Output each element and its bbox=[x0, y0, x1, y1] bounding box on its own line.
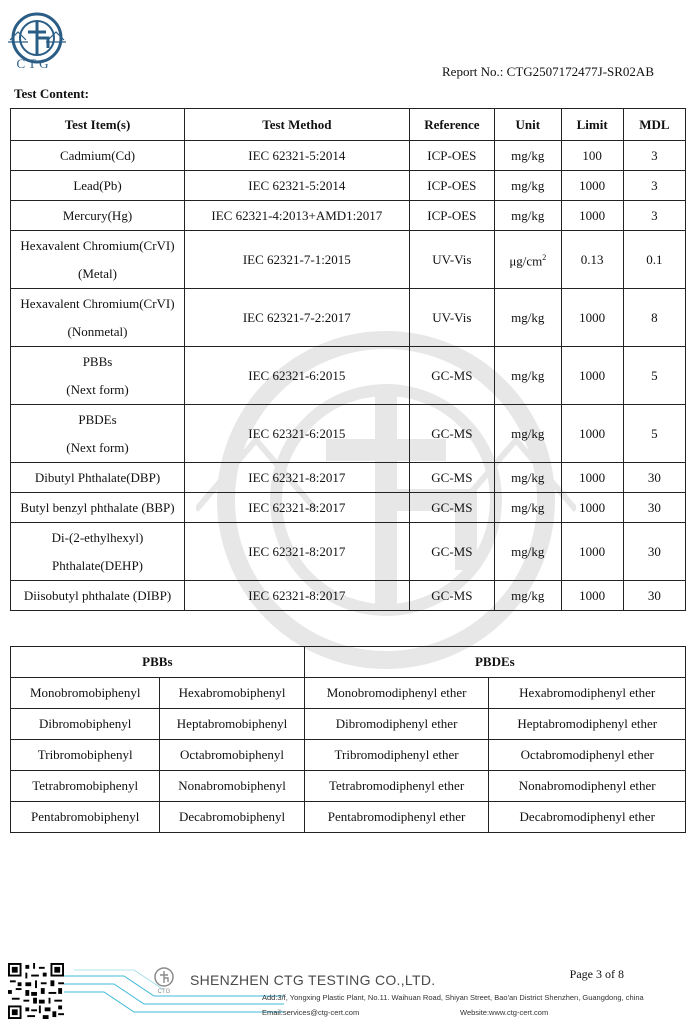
test-method-cell bbox=[185, 523, 410, 581]
unit-cell bbox=[495, 523, 561, 581]
compound-cell: Monobromodiphenyl ether bbox=[304, 678, 489, 709]
limit-cell-text: 1000 bbox=[579, 469, 606, 485]
table-row bbox=[11, 709, 686, 740]
table-row bbox=[11, 141, 686, 171]
header-limit: Limit bbox=[561, 109, 623, 141]
test-method-cell-text: IEC 62321-7-2:2017 bbox=[242, 309, 351, 325]
test-method-cell bbox=[185, 463, 410, 493]
compound-cell: Hexabromodiphenyl ether bbox=[489, 678, 686, 709]
compound-cell: Nonabromobiphenyl bbox=[160, 771, 304, 802]
test-item-cell-text: Lead(Pb) bbox=[73, 177, 122, 193]
limit-cell bbox=[561, 289, 623, 347]
limit-cell bbox=[561, 347, 623, 405]
test-method-cell bbox=[185, 493, 410, 523]
unit-cell bbox=[495, 231, 561, 289]
table-row bbox=[11, 802, 686, 833]
test-item-cell bbox=[11, 523, 185, 581]
unit-cell bbox=[495, 405, 561, 463]
unit-cell-text: mg/kg bbox=[511, 469, 545, 485]
limit-cell-text: 1000 bbox=[579, 367, 606, 383]
mdl-cell-text: 3 bbox=[651, 207, 658, 223]
unit-cell bbox=[495, 171, 561, 201]
test-method-cell bbox=[185, 581, 410, 611]
section-title: Test Content: bbox=[14, 86, 89, 101]
test-item-cell-text: Hexavalent Chromium(CrVI) bbox=[20, 237, 175, 253]
footer-logo-text: CTG bbox=[157, 989, 171, 994]
unit-cell-text: mg/kg bbox=[511, 309, 545, 325]
mdl-cell-text: 3 bbox=[651, 147, 658, 163]
test-item-cell-text: Mercury(Hg) bbox=[62, 207, 133, 223]
compound-cell: Monobromobiphenyl bbox=[11, 678, 160, 709]
mdl-cell bbox=[623, 201, 685, 231]
test-item-cell-text: Butyl benzyl phthalate (BBP) bbox=[20, 499, 175, 515]
company-website: Website:www.ctg-cert.com bbox=[460, 1008, 549, 1017]
compound-cell: Heptabromodiphenyl ether bbox=[489, 709, 686, 740]
test-item-cell bbox=[11, 463, 185, 493]
unit-cell-text: mg/kg bbox=[511, 587, 545, 603]
test-method-cell-text: IEC 62321-5:2014 bbox=[248, 147, 346, 163]
unit-cell-text: mg/kg bbox=[511, 207, 545, 223]
unit-cell bbox=[495, 347, 561, 405]
limit-cell-text: 1000 bbox=[579, 587, 606, 603]
unit-cell-text: mg/kg bbox=[511, 367, 545, 383]
limit-cell-text: 1000 bbox=[579, 543, 606, 559]
compound-cell: Tribromobiphenyl bbox=[11, 740, 160, 771]
unit-cell bbox=[495, 201, 561, 231]
mdl-cell-text: 8 bbox=[651, 309, 658, 325]
limit-cell bbox=[561, 231, 623, 289]
unit-cell-text: mg/kg bbox=[511, 499, 545, 515]
limit-cell-text: 1000 bbox=[579, 499, 606, 515]
mdl-cell bbox=[623, 523, 685, 581]
test-item-cell-text: Dibutyl Phthalate(DBP) bbox=[34, 469, 161, 485]
compound-cell: Decabromobiphenyl bbox=[160, 802, 304, 833]
compound-cell: Octabromobiphenyl bbox=[160, 740, 304, 771]
table-row bbox=[11, 493, 686, 523]
reference-cell bbox=[409, 289, 494, 347]
test-item-cell bbox=[11, 141, 185, 171]
mdl-cell bbox=[623, 347, 685, 405]
limit-cell bbox=[561, 581, 623, 611]
test-item-cell-subtext: (Next form) bbox=[66, 439, 129, 455]
company-name: SHENZHEN CTG TESTING CO.,LTD. bbox=[190, 972, 436, 988]
mdl-cell bbox=[623, 231, 685, 289]
compound-cell: Pentabromobiphenyl bbox=[11, 802, 160, 833]
compound-cell: Nonabromodiphenyl ether bbox=[489, 771, 686, 802]
test-item-cell-text: Cadmium(Cd) bbox=[59, 147, 136, 163]
reference-cell-text: GC-MS bbox=[431, 367, 473, 383]
limit-cell-text: 1000 bbox=[579, 309, 606, 325]
limit-cell-text: 1000 bbox=[579, 207, 606, 223]
test-item-cell bbox=[11, 581, 185, 611]
table-row bbox=[11, 201, 686, 231]
mdl-cell-text: 5 bbox=[651, 367, 658, 383]
unit-cell-text: mg/kg bbox=[511, 543, 545, 559]
table-header-row bbox=[11, 647, 686, 678]
test-item-cell-subtext: Phthalate(DEHP) bbox=[52, 557, 143, 573]
header-unit: Unit bbox=[495, 109, 561, 141]
table-row bbox=[11, 523, 686, 581]
compound-cell: Dibromobiphenyl bbox=[11, 709, 160, 740]
limit-cell-text: 0.13 bbox=[580, 251, 604, 267]
table-header-row bbox=[11, 109, 686, 141]
mdl-cell-text: 30 bbox=[647, 469, 661, 485]
footer-ctg-logo-icon bbox=[150, 966, 178, 994]
reference-cell-text: ICP-OES bbox=[427, 147, 477, 163]
reference-cell bbox=[409, 493, 494, 523]
test-item-cell-subtext: (Nonmetal) bbox=[67, 323, 128, 339]
test-item-cell-text: PBBs bbox=[82, 353, 113, 369]
reference-cell bbox=[409, 141, 494, 171]
limit-cell-text: 1000 bbox=[579, 425, 606, 441]
test-item-cell bbox=[11, 171, 185, 201]
unit-cell bbox=[495, 493, 561, 523]
limit-cell bbox=[561, 201, 623, 231]
mdl-cell bbox=[623, 289, 685, 347]
test-method-cell-text: IEC 62321-5:2014 bbox=[248, 177, 346, 193]
test-item-cell-text: Diisobutyl phthalate (DIBP) bbox=[23, 587, 172, 603]
mdl-cell-text: 0.1 bbox=[646, 251, 663, 267]
limit-cell bbox=[561, 523, 623, 581]
test-content-table bbox=[10, 108, 686, 611]
test-item-cell bbox=[11, 201, 185, 231]
table-row bbox=[11, 740, 686, 771]
mdl-cell bbox=[623, 463, 685, 493]
test-method-cell bbox=[185, 201, 410, 231]
company-address: Add:3/f, Yongxing Plastic Plant, No.11. Waihuan Road, Shiyan Street, Bao'an District Shenzhen, Guangdong, china bbox=[262, 993, 644, 1002]
compound-cell: Heptabromobiphenyl bbox=[160, 709, 304, 740]
reference-cell bbox=[409, 523, 494, 581]
test-method-cell bbox=[185, 231, 410, 289]
test-method-cell bbox=[185, 171, 410, 201]
reference-cell-text: GC-MS bbox=[431, 587, 473, 603]
header-test-items: Test Item(s) bbox=[11, 109, 185, 141]
table-row bbox=[11, 463, 686, 493]
unit-cell-superscript: 2 bbox=[542, 252, 547, 262]
test-method-cell-text: IEC 62321-8:2017 bbox=[248, 587, 346, 603]
test-item-cell bbox=[11, 493, 185, 523]
table-row bbox=[11, 581, 686, 611]
reference-cell-text: GC-MS bbox=[431, 425, 473, 441]
table-row bbox=[11, 347, 686, 405]
test-method-cell-text: IEC 62321-7-1:2015 bbox=[242, 251, 351, 267]
compound-cell: Tribromodiphenyl ether bbox=[304, 740, 489, 771]
mdl-cell-text: 3 bbox=[651, 177, 658, 193]
compound-cell: Hexabromobiphenyl bbox=[160, 678, 304, 709]
qr-code-icon bbox=[8, 963, 64, 1019]
mdl-cell-text: 30 bbox=[647, 543, 661, 559]
test-method-cell-text: IEC 62321-6:2015 bbox=[248, 425, 346, 441]
reference-cell-text: UV-Vis bbox=[432, 309, 472, 325]
reference-cell-text: ICP-OES bbox=[427, 207, 477, 223]
table-row bbox=[11, 231, 686, 289]
reference-cell-text: GC-MS bbox=[431, 469, 473, 485]
compound-cell: Dibromodiphenyl ether bbox=[304, 709, 489, 740]
header-pbdes: PBDEs bbox=[304, 647, 685, 678]
test-item-cell bbox=[11, 289, 185, 347]
table-row bbox=[11, 678, 686, 709]
test-method-cell-text: IEC 62321-8:2017 bbox=[248, 469, 346, 485]
test-method-cell-text: IEC 62321-8:2017 bbox=[248, 543, 346, 559]
unit-cell-text: mg/kg bbox=[511, 425, 545, 441]
test-item-cell bbox=[11, 231, 185, 289]
logo-text: CTG bbox=[16, 56, 52, 71]
limit-cell-text: 100 bbox=[582, 147, 602, 163]
table-row bbox=[11, 171, 686, 201]
compound-cell: Tetrabromobiphenyl bbox=[11, 771, 160, 802]
compound-cell: Octabromodiphenyl ether bbox=[489, 740, 686, 771]
test-item-cell bbox=[11, 347, 185, 405]
company-email: Email:services@ctg-cert.com bbox=[262, 1008, 360, 1017]
limit-cell bbox=[561, 463, 623, 493]
test-method-cell bbox=[185, 347, 410, 405]
unit-cell-text: mg/kg bbox=[511, 147, 545, 163]
table-row bbox=[11, 405, 686, 463]
table-row bbox=[11, 289, 686, 347]
reference-cell bbox=[409, 581, 494, 611]
mdl-cell-text: 30 bbox=[647, 499, 661, 515]
test-method-cell bbox=[185, 141, 410, 171]
test-item-cell-subtext: (Next form) bbox=[66, 381, 129, 397]
reference-cell bbox=[409, 405, 494, 463]
mdl-cell bbox=[623, 405, 685, 463]
test-item-cell-text: PBDEs bbox=[78, 411, 117, 427]
mdl-cell bbox=[623, 141, 685, 171]
test-item-cell-text: Di-(2-ethylhexyl) bbox=[51, 529, 144, 545]
unit-cell bbox=[495, 463, 561, 493]
limit-cell bbox=[561, 171, 623, 201]
test-method-cell bbox=[185, 289, 410, 347]
reference-cell bbox=[409, 463, 494, 493]
test-method-cell bbox=[185, 405, 410, 463]
unit-cell bbox=[495, 289, 561, 347]
limit-cell bbox=[561, 141, 623, 171]
reference-cell-text: GC-MS bbox=[431, 499, 473, 515]
limit-cell bbox=[561, 493, 623, 523]
mdl-cell bbox=[623, 171, 685, 201]
reference-cell bbox=[409, 201, 494, 231]
report-number: Report No.: CTG2507172477J-SR02AB bbox=[442, 64, 654, 79]
unit-cell bbox=[495, 141, 561, 171]
reference-cell bbox=[409, 347, 494, 405]
mdl-cell bbox=[623, 581, 685, 611]
compound-cell: Tetrabromodiphenyl ether bbox=[304, 771, 489, 802]
table-row bbox=[11, 771, 686, 802]
unit-cell-text: μg/cm bbox=[509, 253, 543, 269]
reference-cell-text: UV-Vis bbox=[432, 251, 472, 267]
unit-cell bbox=[495, 581, 561, 611]
pbb-pbde-table bbox=[10, 646, 686, 833]
mdl-cell-text: 30 bbox=[647, 587, 661, 603]
header-pbbs: PBBs bbox=[11, 647, 305, 678]
header-mdl: MDL bbox=[623, 109, 685, 141]
reference-cell-text: ICP-OES bbox=[427, 177, 477, 193]
mdl-cell-text: 5 bbox=[651, 425, 658, 441]
test-item-cell bbox=[11, 405, 185, 463]
mdl-cell bbox=[623, 493, 685, 523]
test-method-cell-text: IEC 62321-4:2013+AMD1:2017 bbox=[211, 207, 383, 223]
test-item-cell-subtext: (Metal) bbox=[78, 265, 117, 281]
header-reference: Reference bbox=[409, 109, 494, 141]
test-item-cell-text: Hexavalent Chromium(CrVI) bbox=[20, 295, 175, 311]
test-method-cell-text: IEC 62321-8:2017 bbox=[248, 499, 346, 515]
unit-cell-text: mg/kg bbox=[511, 177, 545, 193]
reference-cell bbox=[409, 171, 494, 201]
reference-cell bbox=[409, 231, 494, 289]
limit-cell-text: 1000 bbox=[579, 177, 606, 193]
page-number: Page 3 of 8 bbox=[569, 967, 624, 981]
test-method-cell-text: IEC 62321-6:2015 bbox=[248, 367, 346, 383]
reference-cell-text: GC-MS bbox=[431, 543, 473, 559]
limit-cell bbox=[561, 405, 623, 463]
compound-cell: Decabromodiphenyl ether bbox=[489, 802, 686, 833]
header-test-method: Test Method bbox=[185, 109, 410, 141]
compound-cell: Pentabromodiphenyl ether bbox=[304, 802, 489, 833]
